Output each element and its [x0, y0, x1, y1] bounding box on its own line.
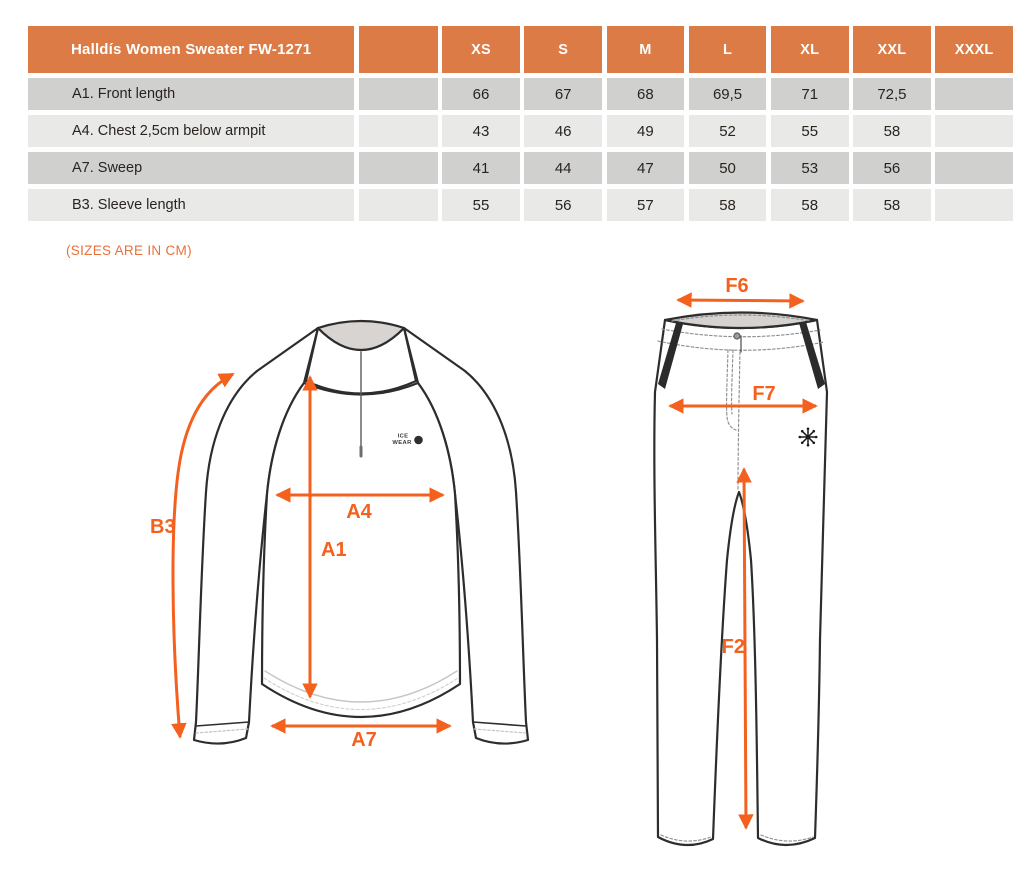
header-size-xl: XL	[771, 26, 849, 73]
f7-label: F7	[752, 383, 776, 405]
row-spacer-cell	[359, 189, 438, 221]
table-title: Halldís Women Sweater FW-1271	[71, 41, 312, 58]
icewear-logo-text-top: ICE	[397, 433, 409, 440]
cell-value: 41	[442, 152, 520, 184]
row-label: B3. Sleeve length	[28, 189, 354, 221]
cell-value: 52	[689, 115, 767, 147]
a4-label: A4	[346, 501, 372, 523]
sweater-diagram	[194, 321, 528, 744]
cell-value: 72,5	[853, 78, 931, 110]
pants-body	[654, 320, 827, 845]
header-size-m: M	[607, 26, 685, 73]
b3-label: B3	[150, 516, 176, 538]
cell-value: 66	[442, 78, 520, 110]
header-size-xxl: XXL	[853, 26, 931, 73]
row-label: A1. Front length	[28, 78, 354, 110]
cell-value	[935, 152, 1013, 184]
cell-value: 53	[771, 152, 849, 184]
cell-value: 58	[689, 189, 767, 221]
row-spacer-cell	[359, 152, 438, 184]
cell-value: 58	[771, 189, 849, 221]
f6-arrow	[678, 300, 803, 301]
cell-value: 58	[853, 189, 931, 221]
row-label: A4. Chest 2,5cm below armpit	[28, 115, 354, 147]
cell-value: 71	[771, 78, 849, 110]
row-spacer-cell	[359, 78, 438, 110]
cell-value: 67	[524, 78, 602, 110]
header-size-xxxl: XXXL	[935, 26, 1013, 73]
waist-button	[734, 333, 740, 339]
cell-value: 55	[771, 115, 849, 147]
f2-label: F2	[721, 636, 745, 658]
cell-value: 46	[524, 115, 602, 147]
cell-value	[935, 78, 1013, 110]
cell-value: 44	[524, 152, 602, 184]
row-spacer-cell	[359, 115, 438, 147]
cell-value: 56	[853, 152, 931, 184]
a1-label: A1	[321, 539, 347, 561]
cell-value: 58	[853, 115, 931, 147]
header-size-xs: XS	[442, 26, 520, 73]
cell-value: 69,5	[689, 78, 767, 110]
pants-diagram	[654, 313, 827, 846]
cell-value: 57	[607, 189, 685, 221]
cell-value: 43	[442, 115, 520, 147]
sizes-in-cm-note: (SIZES ARE IN CM)	[66, 243, 192, 258]
cell-value: 47	[607, 152, 685, 184]
snowflake-icon	[799, 428, 818, 447]
row-label: A7. Sweep	[28, 152, 354, 184]
cell-value	[935, 115, 1013, 147]
measurement-diagrams	[0, 275, 1035, 889]
f6-label: F6	[725, 275, 749, 297]
table-title-cell	[28, 26, 354, 73]
a7-label: A7	[351, 729, 377, 751]
cell-value: 68	[607, 78, 685, 110]
icewear-logo-text-bottom: WEAR	[392, 440, 412, 446]
cell-value: 49	[607, 115, 685, 147]
header-size-l: L	[689, 26, 767, 73]
cell-value	[935, 189, 1013, 221]
cell-value: 55	[442, 189, 520, 221]
snowflake-icon	[414, 436, 423, 445]
size-table	[28, 26, 1013, 221]
header-size-s: S	[524, 26, 602, 73]
cell-value: 56	[524, 189, 602, 221]
cell-value: 50	[689, 152, 767, 184]
header-spacer-cell	[359, 26, 438, 73]
